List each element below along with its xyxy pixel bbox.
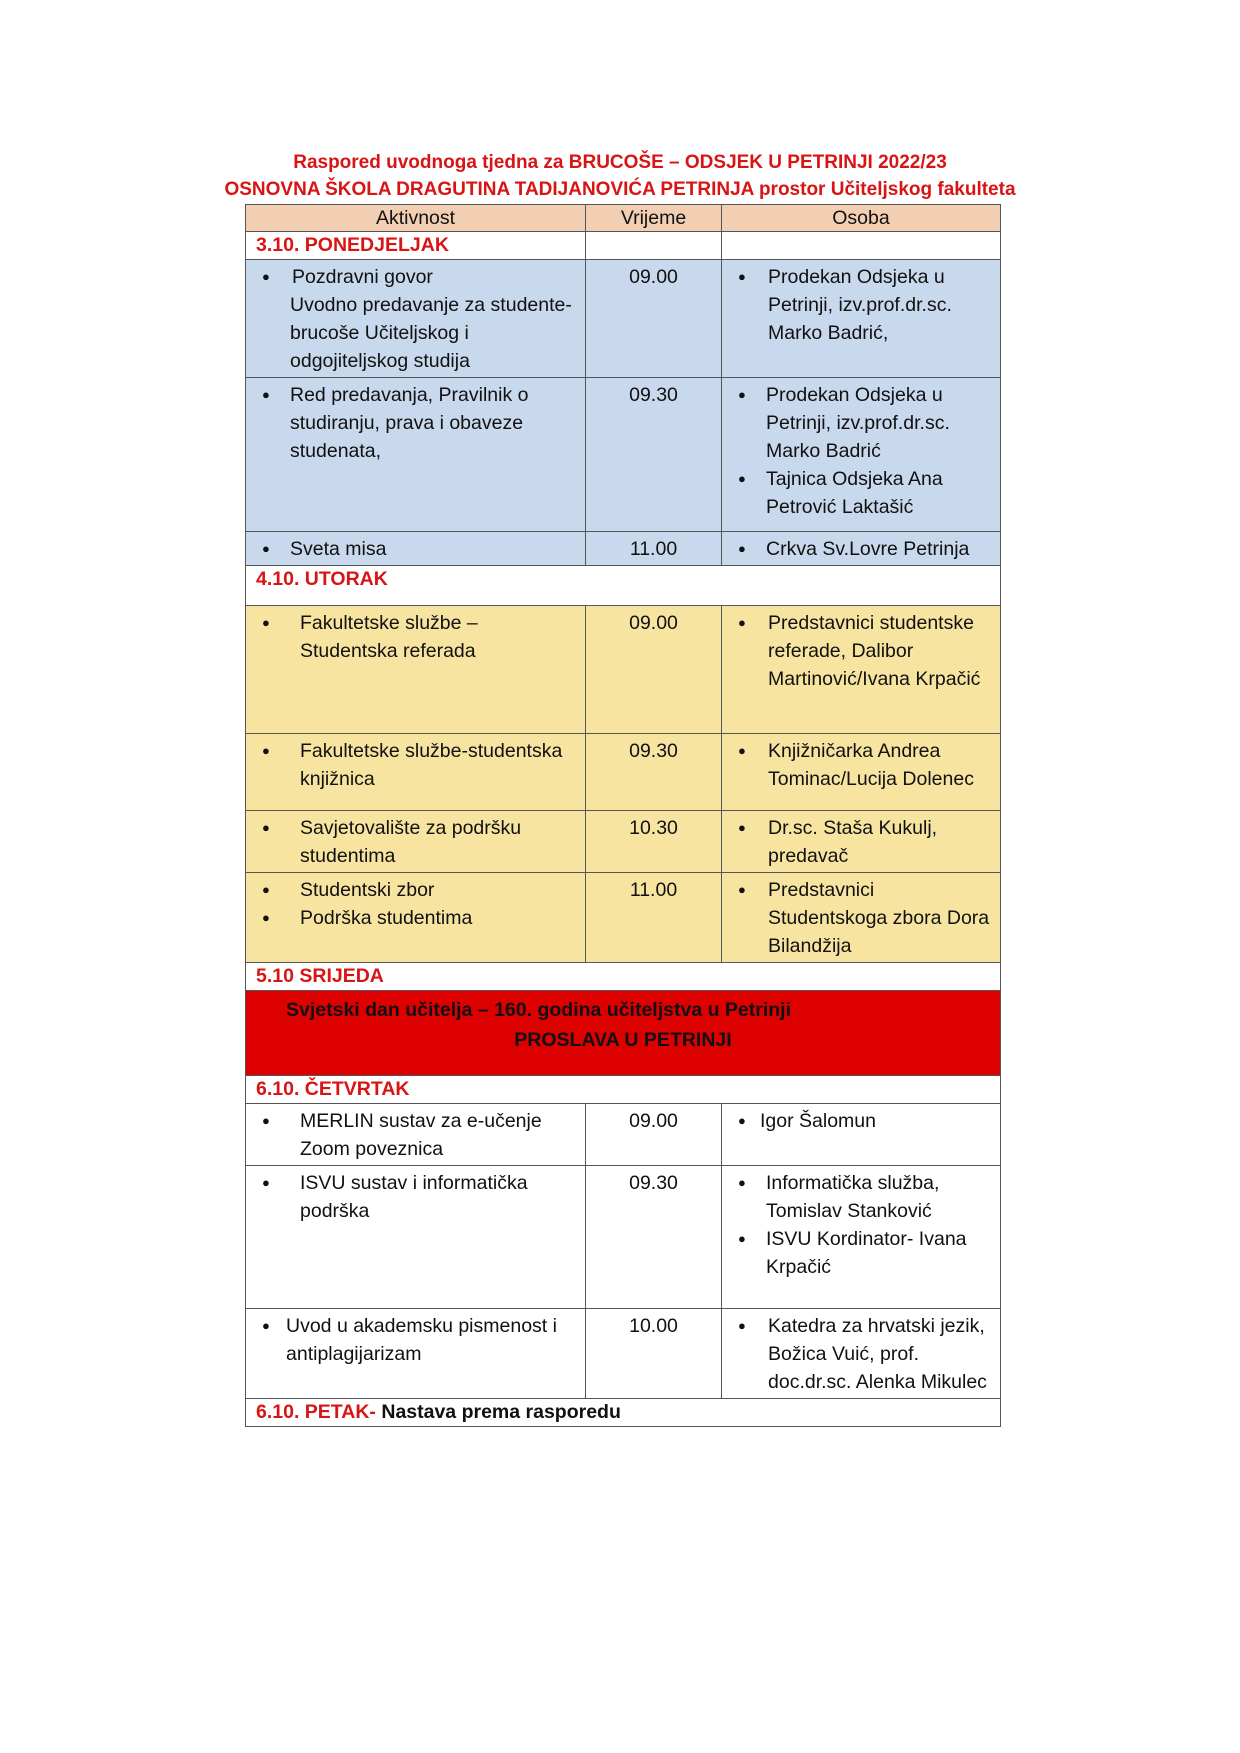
person-cell <box>722 873 1001 963</box>
header-person: Osoba <box>722 205 1001 232</box>
activity-cell <box>246 811 586 873</box>
table-row <box>246 532 1001 566</box>
activity-cell <box>246 734 586 811</box>
document-title-line1: Raspored uvodnoga tjedna za BRUCOŠE – ODSJEK U PETRINJI 2022/23 <box>293 152 947 173</box>
person-item: ● Predstavnici Studentskoga zbora Dora Bilandžija <box>728 876 994 960</box>
table-row <box>246 873 1001 963</box>
time-cell: 10.00 <box>586 1309 722 1399</box>
header-activity: Aktivnost <box>246 205 586 232</box>
day-row-wednesday <box>246 963 1001 991</box>
friday-label: 6.10. PETAK- <box>256 1401 376 1423</box>
activity-item: ● Studentski zbor <box>252 876 579 904</box>
time-cell: 09.00 <box>586 606 722 734</box>
person-cell <box>722 1166 1001 1309</box>
table-row <box>246 734 1001 811</box>
table-row <box>246 811 1001 873</box>
activity-item: ● Red predavanja, Pravilnik o studiranju, prava i obaveze studenata, <box>252 381 579 465</box>
day-row-thursday <box>246 1076 1001 1104</box>
document-title-line2: OSNOVNA ŠKOLA DRAGUTINA TADIJANOVIĆA PETRINJA prostor Učiteljskog fakulteta <box>224 179 1016 200</box>
person-cell <box>722 260 1001 378</box>
time-cell: 09.30 <box>586 1166 722 1309</box>
time-cell: 11.00 <box>586 873 722 963</box>
person-item: ● Prodekan Odsjeka u Petrinji, izv.prof.dr.sc. Marko Badrić <box>728 381 994 465</box>
activity-item: ● Sveta misa <box>252 535 579 563</box>
time-cell: 09.30 <box>586 378 722 532</box>
person-item: ● Crkva Sv.Lovre Petrinja <box>728 535 994 563</box>
day-label: 3.10. PONEDJELJAK <box>246 232 586 260</box>
activity-item: ● ISVU sustav i informatička podrška <box>252 1169 579 1225</box>
person-item: ● ISVU Kordinator- Ivana Krpačić <box>728 1225 994 1281</box>
activity-cell <box>246 606 586 734</box>
person-item: ● Igor Šalomun <box>728 1107 994 1135</box>
person-item: ● Predstavnici studentske referade, Dalibor Martinović/Ivana Krpačić <box>728 609 994 693</box>
day-label: 6.10. ČETVRTAK <box>246 1076 1001 1104</box>
activity-item: ● Fakultetske službe-studentska knjižnica <box>252 737 579 793</box>
person-cell <box>722 378 1001 532</box>
table-row <box>246 1104 1001 1166</box>
activity-cell <box>246 260 586 378</box>
day-label <box>246 1399 1001 1427</box>
day-label: 5.10 SRIJEDA <box>246 963 1001 991</box>
activity-item: ● Podrška studentima <box>252 904 579 932</box>
table-row <box>246 1309 1001 1399</box>
friday-note: Nastava prema rasporedu <box>375 1401 621 1423</box>
person-cell <box>722 1104 1001 1166</box>
table-row <box>246 606 1001 734</box>
person-item: ● Informatička služba, Tomislav Stanković <box>728 1169 994 1225</box>
activity-cell <box>246 1104 586 1166</box>
schedule-table <box>245 204 1001 1427</box>
event-cell <box>246 991 1001 1076</box>
person-item: ● Katedra za hrvatski jezik, Božica Vuić, prof. doc.dr.sc. Alenka Mikulec <box>728 1312 994 1396</box>
day-row-monday <box>246 232 1001 260</box>
event-row <box>246 991 1001 1076</box>
table-row <box>246 378 1001 532</box>
person-item: ● Prodekan Odsjeka u Petrinji, izv.prof.dr.sc. Marko Badrić, <box>728 263 994 347</box>
activity-cell <box>246 532 586 566</box>
person-cell <box>722 811 1001 873</box>
time-cell: 09.00 <box>586 1104 722 1166</box>
person-cell <box>722 532 1001 566</box>
activity-item: ● MERLIN sustav za e-učenje <box>252 1107 579 1135</box>
activity-extra: Uvodno predavanje za studente-brucoše Učiteljskog i odgojiteljskog studija <box>290 294 572 372</box>
person-cell <box>722 606 1001 734</box>
activity-cell <box>246 1166 586 1309</box>
activity-cell <box>246 378 586 532</box>
day-row-friday <box>246 1399 1001 1427</box>
event-subtitle: PROSLAVA U PETRINJI <box>514 1029 732 1051</box>
time-cell: 09.30 <box>586 734 722 811</box>
activity-extra: Zoom poveznica <box>300 1138 444 1160</box>
activity-item: ● Fakultetske službe – Studentska referada <box>252 609 579 665</box>
day-row-tuesday <box>246 566 1001 606</box>
event-title: Svjetski dan učitelja – 160. godina učiteljstva u Petrinji <box>286 999 792 1021</box>
person-item: ● Tajnica Odsjeka Ana Petrović Laktašić <box>728 465 994 521</box>
person-cell <box>722 1309 1001 1399</box>
activity-item: ● Pozdravni govor <box>252 263 579 291</box>
activity-item: ● Savjetovalište za podršku studentima <box>252 814 579 870</box>
person-item: ● Dr.sc. Staša Kukulj, predavač <box>728 814 994 870</box>
time-cell: 10.30 <box>586 811 722 873</box>
activity-cell <box>246 1309 586 1399</box>
table-row <box>246 1166 1001 1309</box>
activity-item: ● Uvod u akademsku pismenost i antiplagijarizam <box>252 1312 579 1368</box>
day-label: 4.10. UTORAK <box>246 566 1001 606</box>
header-time: Vrijeme <box>586 205 722 232</box>
time-cell: 11.00 <box>586 532 722 566</box>
activity-cell <box>246 873 586 963</box>
table-row <box>246 260 1001 378</box>
person-item: ● Knjižničarka Andrea Tominac/Lucija Dolenec <box>728 737 994 793</box>
person-cell <box>722 734 1001 811</box>
time-cell: 09.00 <box>586 260 722 378</box>
header-row <box>246 205 1001 232</box>
